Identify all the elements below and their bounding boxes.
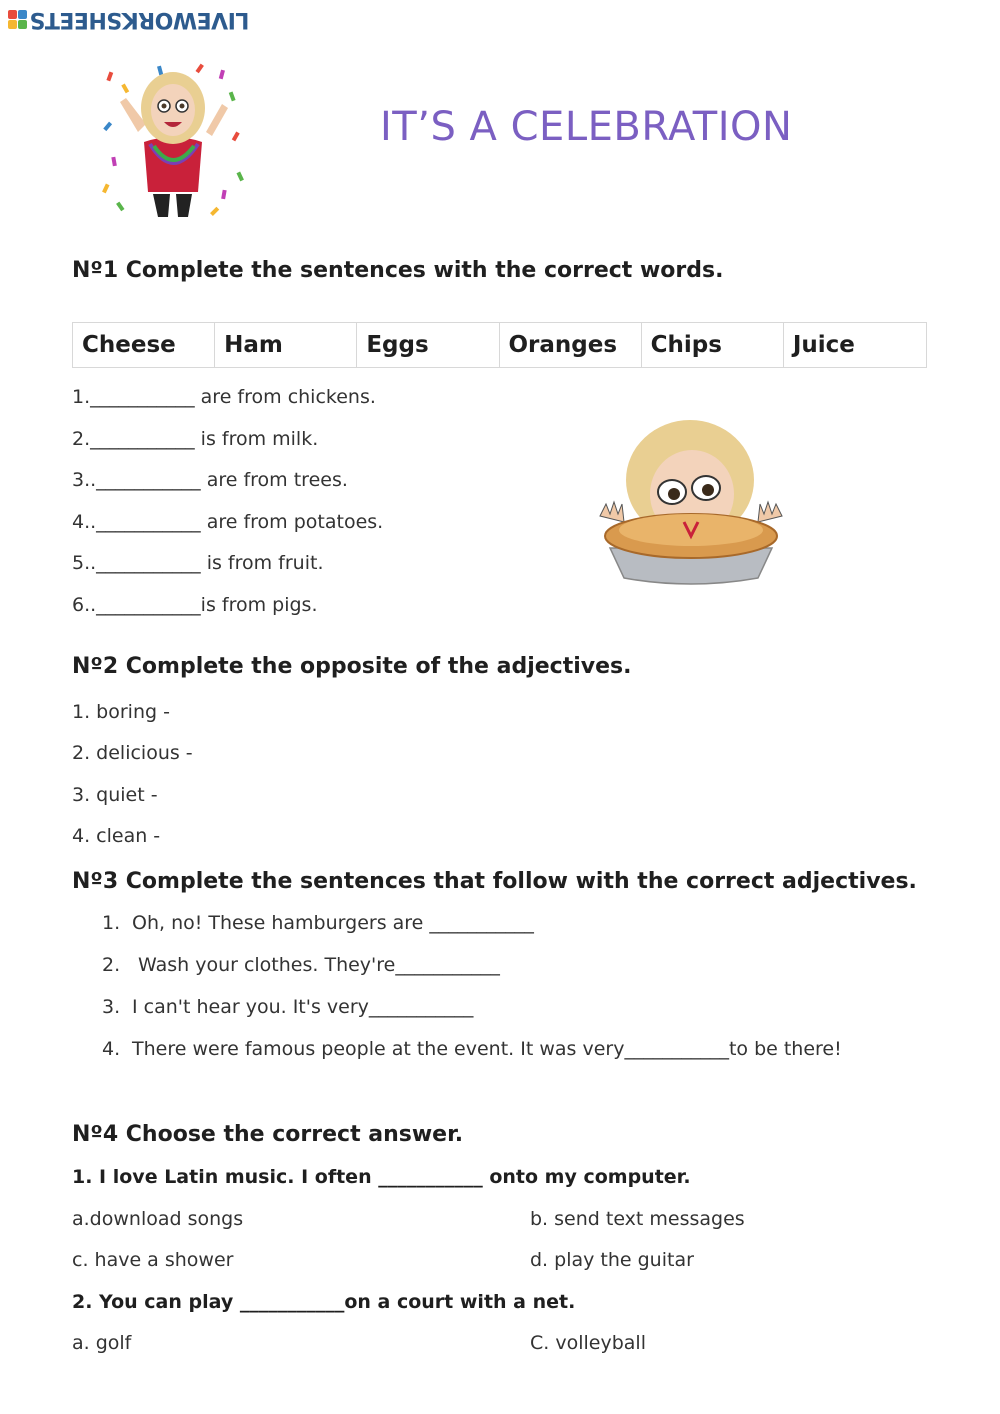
section1-sentence: 3..___________ are from trees.: [72, 469, 348, 491]
question-1-option-a: a.download songs: [72, 1208, 244, 1230]
section1-sentence: 4..___________ are from potatoes.: [72, 511, 384, 533]
section3-item-text: I can't hear you. It's very___________: [132, 996, 474, 1018]
section2-item: 3. quiet -: [72, 784, 158, 806]
logo-blocks-icon: [8, 10, 27, 29]
question-2: 2. You can play ___________on a court with a net.: [72, 1291, 576, 1313]
question-1: 1. I love Latin music. I often ___________ onto my computer.: [72, 1166, 691, 1188]
logo-text: LIVEWORKSHEETS: [30, 6, 250, 32]
word-bank-cell: Cheese: [73, 323, 215, 367]
section1-heading: Nº1 Complete the sentences with the correct words.: [72, 258, 724, 283]
celebration-avatar-image: [98, 62, 248, 222]
section3-item-number: 1.: [102, 912, 121, 934]
question-1-option-b: b. send text messages: [530, 1208, 745, 1230]
word-bank-cell: Eggs: [357, 323, 499, 367]
section4-heading: Nº4 Choose the correct answer.: [72, 1122, 464, 1147]
liveworksheets-logo: [8, 6, 249, 32]
word-bank-cell: Juice: [792, 332, 855, 358]
word-bank-cell: Ham: [215, 323, 357, 367]
question-1-option-c: c. have a shower: [72, 1249, 234, 1271]
section3-item-text: Oh, no! These hamburgers are ___________: [132, 912, 534, 934]
section2-item: 4. clean -: [72, 825, 161, 847]
section3-item-text: Wash your clothes. They're___________: [138, 954, 500, 976]
section1-sentence: 2.___________ is from milk.: [72, 428, 319, 450]
section3-item-number: 4.: [102, 1038, 121, 1060]
pie-avatar-image: [592, 418, 790, 590]
section1-sentence: 5..___________ is from fruit.: [72, 552, 324, 574]
section3-heading: Nº3 Complete the sentences that follow with the correct adjectives.: [72, 869, 917, 894]
question-2-option-a: a. golf: [72, 1332, 132, 1354]
word-bank-cell: Chips: [642, 323, 784, 367]
section1-sentence: 6..___________is from pigs.: [72, 594, 318, 616]
section3-item-number: 3.: [102, 996, 121, 1018]
section2-heading: Nº2 Complete the opposite of the adjectives.: [72, 654, 632, 679]
section2-item: 1. boring -: [72, 701, 170, 723]
section1-sentence: 1.___________ are from chickens.: [72, 386, 376, 408]
section3-item-text: There were famous people at the event. It was very___________to be there!: [132, 1038, 842, 1060]
word-bank-cell: Oranges: [500, 323, 642, 367]
page-title: IT’S A CELEBRATION: [380, 104, 793, 150]
section3-item-number: 2.: [102, 954, 121, 976]
section2-item: 2. delicious -: [72, 742, 193, 764]
question-2-option-c: C. volleyball: [530, 1332, 646, 1354]
question-1-option-d: d. play the guitar: [530, 1249, 694, 1271]
word-bank-table: [72, 322, 927, 368]
